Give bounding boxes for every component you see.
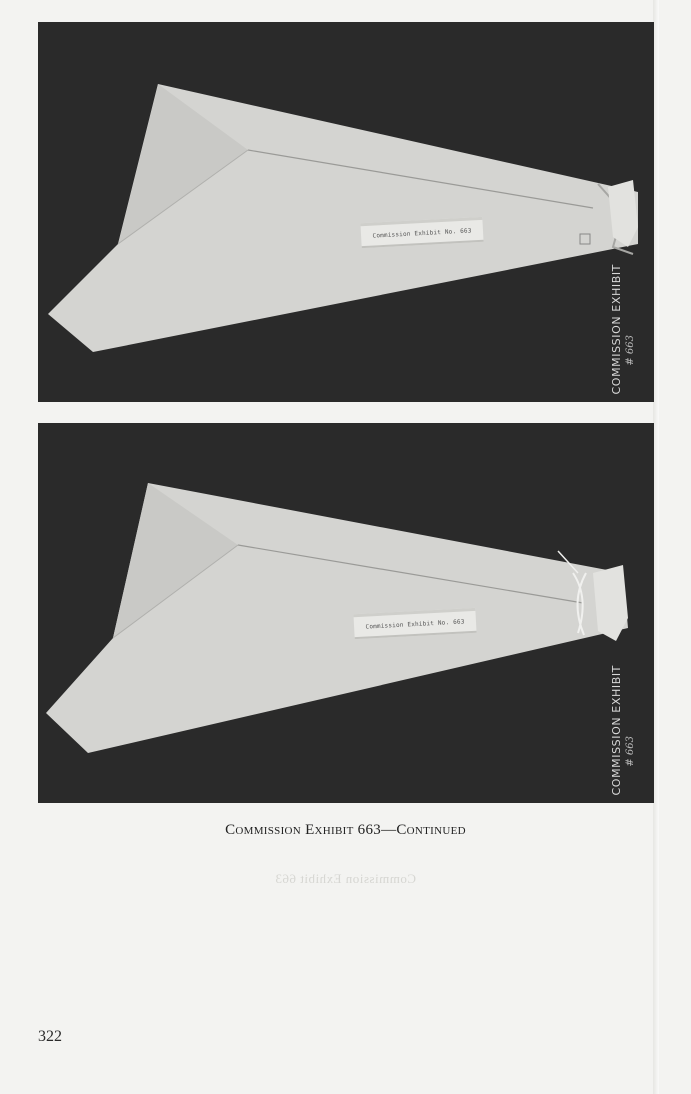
- stamp-number: # 663: [625, 736, 636, 767]
- paper-bag-tied-image: [38, 423, 654, 803]
- stamp-number: # 663: [625, 335, 636, 366]
- paper-bag-image: [38, 22, 654, 402]
- exhibit-photo-top: [38, 22, 654, 402]
- commission-exhibit-stamp: [610, 665, 646, 795]
- exhibit-tag-text: Commission Exhibit No. 663: [372, 226, 472, 240]
- stamp-title: COMMISSION EXHIBIT: [610, 263, 623, 394]
- exhibit-photo-bottom: [38, 423, 654, 803]
- bleed-through-text: Commission Exhibit 663: [275, 871, 417, 886]
- page-number: 322: [38, 1028, 62, 1045]
- figure-caption-text: Commission Exhibit 663—Continued: [225, 822, 466, 838]
- exhibit-tag-text: Commission Exhibit No. 663: [365, 617, 465, 631]
- figure-caption: [0, 822, 691, 839]
- stamp-title: COMMISSION EXHIBIT: [610, 664, 623, 795]
- commission-exhibit-stamp: [610, 264, 646, 394]
